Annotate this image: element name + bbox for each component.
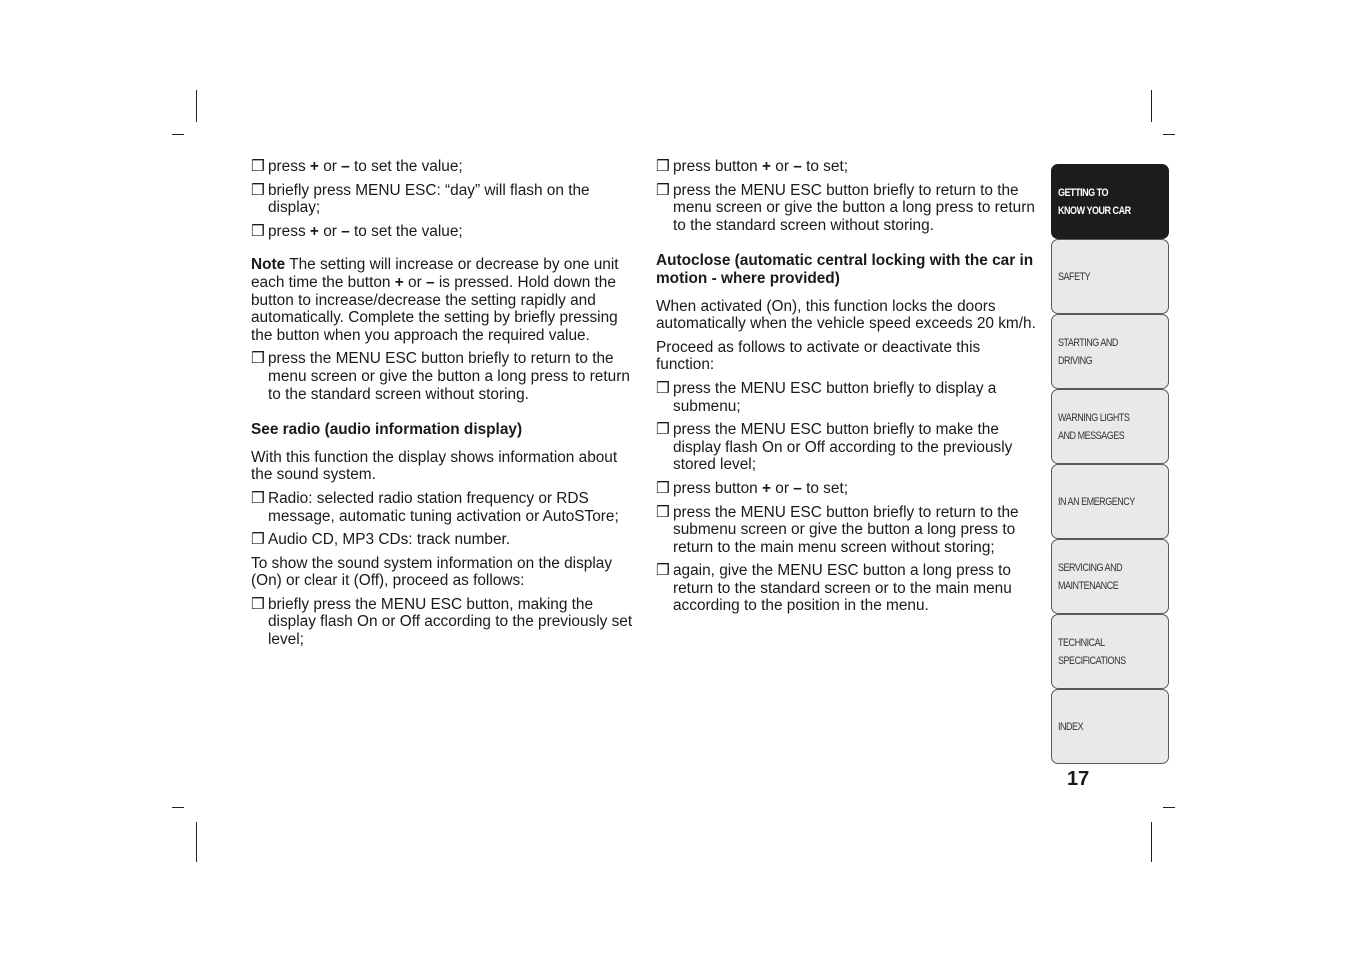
- paragraph: With this function the display shows information about the sound system.: [251, 448, 618, 484]
- crop-mark: [1163, 134, 1175, 135]
- checkbox-bullet-icon: ❒: [251, 181, 265, 199]
- checkbox-bullet-icon: ❒: [656, 379, 670, 397]
- right-column: [656, 158, 1038, 621]
- section-tabs: [1051, 164, 1169, 764]
- paragraph: Proceed as follows to activate or deactivate this function:: [656, 338, 981, 374]
- checkbox-bullet-icon: ❒: [251, 158, 265, 175]
- tab-getting-to-know-your-car[interactable]: GETTING TO KNOW YOUR CAR: [1051, 164, 1169, 239]
- checkbox-bullet-icon: ❒: [251, 350, 265, 368]
- checkbox-bullet-icon: ❒: [251, 489, 265, 507]
- tab-starting-and-driving[interactable]: STARTING AND DRIVING: [1051, 314, 1169, 389]
- list-item: ❒ press + or – to set the value;: [251, 158, 463, 175]
- note-label: Note: [251, 256, 286, 274]
- list-item: ❒ press + or – to set the value;: [251, 222, 463, 240]
- tab-safety[interactable]: SAFETY: [1051, 239, 1169, 314]
- section-heading: See radio (audio information display): [251, 421, 523, 439]
- crop-mark: [172, 807, 184, 808]
- left-column: [251, 158, 635, 655]
- crop-mark: [196, 822, 197, 862]
- list-item: ❒ press the MENU ESC button briefly to make the display flash On or Off according to the previously stored level;: [656, 421, 1013, 474]
- paragraph: To show the sound system information on the display (On) or clear it (Off), proceed as follows:: [251, 554, 613, 590]
- list-item: ❒ press button + or – to set;: [656, 158, 848, 175]
- page-number: 17: [1067, 768, 1090, 790]
- list-item: ❒ again, give the MENU ESC button a long press to return to the standard screen or to the main menu according to the position in the menu.: [656, 562, 1012, 615]
- list-item: ❒ press the MENU ESC button briefly to return to the submenu screen or give the button a long press to return to the main menu screen without storing;: [656, 503, 1019, 556]
- list-item: ❒ briefly press MENU ESC: “day” will flash on the display;: [251, 181, 590, 217]
- checkbox-bullet-icon: ❒: [656, 479, 670, 497]
- list-item: ❒ press button + or – to set;: [656, 479, 848, 497]
- note-paragraph: Note The setting will increase or decrease by one unit each time the button + or – is pressed. Hold down the button to increase/decrease the setting rapidly and automatically. Complete the setting by briefly pressing the button when you approach the required value.: [251, 256, 619, 344]
- section-heading: Autoclose (automatic central locking with the car in motion - where provided): [656, 252, 1034, 287]
- tab-servicing[interactable]: SERVICING AND MAINTENANCE: [1051, 539, 1169, 614]
- checkbox-bullet-icon: ❒: [656, 562, 670, 580]
- checkbox-bullet-icon: ❒: [251, 531, 265, 549]
- checkbox-bullet-icon: ❒: [656, 158, 670, 175]
- paragraph: When activated (On), this function locks the doors automatically when the vehicle speed exceeds 20 km/h.: [656, 297, 1036, 333]
- checkbox-bullet-icon: ❒: [656, 503, 670, 521]
- tab-technical-specifications[interactable]: TECHNICAL SPECIFICATIONS: [1051, 614, 1169, 689]
- tab-warning-lights[interactable]: WARNING LIGHTS AND MESSAGES: [1051, 389, 1169, 464]
- list-item: ❒ press the MENU ESC button briefly to display a submenu;: [656, 379, 997, 415]
- crop-mark: [172, 134, 184, 135]
- crop-mark: [1151, 90, 1152, 122]
- list-item: ❒ press the MENU ESC button briefly to return to the menu screen or give the button a long press to return to the standard screen without storing.: [251, 350, 630, 403]
- crop-mark: [1151, 822, 1152, 862]
- checkbox-bullet-icon: ❒: [656, 181, 670, 199]
- list-item: ❒ Radio: selected radio station frequency or RDS message, automatic tuning activation or AutoSTore;: [251, 489, 619, 525]
- crop-mark: [1163, 807, 1175, 808]
- checkbox-bullet-icon: ❒: [251, 222, 265, 240]
- tab-in-an-emergency[interactable]: IN AN EMERGENCY: [1051, 464, 1169, 539]
- checkbox-bullet-icon: ❒: [656, 421, 670, 439]
- checkbox-bullet-icon: ❒: [251, 595, 265, 613]
- list-item: ❒ press the MENU ESC button briefly to return to the menu screen or give the button a long press to return to the standard screen without storing.: [656, 181, 1035, 234]
- crop-mark: [196, 90, 197, 122]
- list-item: ❒ Audio CD, MP3 CDs: track number.: [251, 531, 511, 549]
- tab-index[interactable]: INDEX: [1051, 689, 1169, 764]
- list-item: ❒ briefly press the MENU ESC button, making the display flash On or Off according to the previously set level;: [251, 595, 633, 649]
